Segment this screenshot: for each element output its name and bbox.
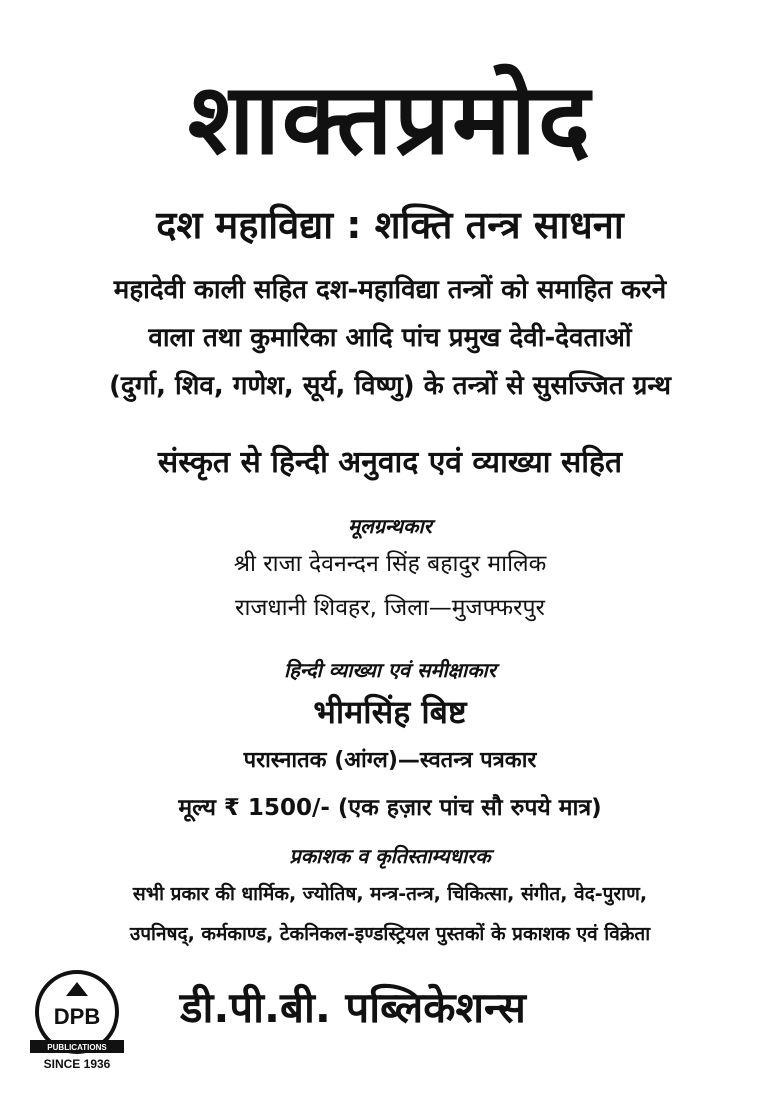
translation-note: संस्कृत से हिन्दी अनुवाद एवं व्याख्या सहित (157, 445, 623, 480)
original-author-label: मूलग्रन्थकार (348, 514, 432, 538)
price-text: मूल्य ₹ 1500/- (एक हज़ार पांच सौ रुपये मात्र) (178, 795, 602, 821)
publisher-description-line: सभी प्रकार की धार्मिक, ज्योतिष, मन्त्र-तन्त्र, चिकित्सा, संगीत, वेद-पुराण, (132, 883, 648, 905)
publisher-description-line: उपनिषद्, कर्मकाण्ड, टेकनिकल-इण्डस्ट्रियल पुस्तकों के प्रकाशक एवं विक्रेता (129, 923, 651, 945)
original-author-place: राजधानी शिवहर, जिला—मुजफ्फरपुर (235, 595, 545, 621)
description-line: वाला तथा कुमारिका आदि पांच प्रमुख देवी-देवताओं (148, 323, 632, 353)
logo-since-text: SINCE 1936 (43, 1057, 111, 1071)
logo-text: DPB (53, 1004, 101, 1029)
publisher-label: प्रकाशक व कृतिस्ताम्यधारक (289, 844, 491, 868)
commentator-name: भीमसिंह बिष्ट (313, 693, 467, 731)
book-subtitle: दश महाविद्या : शक्ति तन्त्र साधना (156, 203, 624, 247)
dpb-logo (26, 968, 128, 1078)
publisher-name: डी.पी.बी. पब्लिकेशन्स (180, 983, 526, 1032)
book-title: शाक्तप्रमोद (187, 63, 593, 177)
logo-band-text: PUBLICATIONS (47, 1043, 107, 1052)
original-author-name: श्री राजा देवनन्दन सिंह बहादुर मालिक (233, 551, 547, 577)
description-line: (दुर्गा, शिव, गणेश, सूर्य, विष्णु) के तन्त्रों से सुसज्जित ग्रन्थ (109, 371, 671, 401)
description-line: महादेवी काली सहित दश-महाविद्या तन्त्रों को समाहित करने (113, 275, 667, 305)
commentator-label: हिन्दी व्याख्या एवं समीक्षाकार (284, 658, 496, 682)
commentator-credential: परास्नातक (आंग्ल)—स्वतन्त्र पत्रकार (243, 748, 537, 773)
